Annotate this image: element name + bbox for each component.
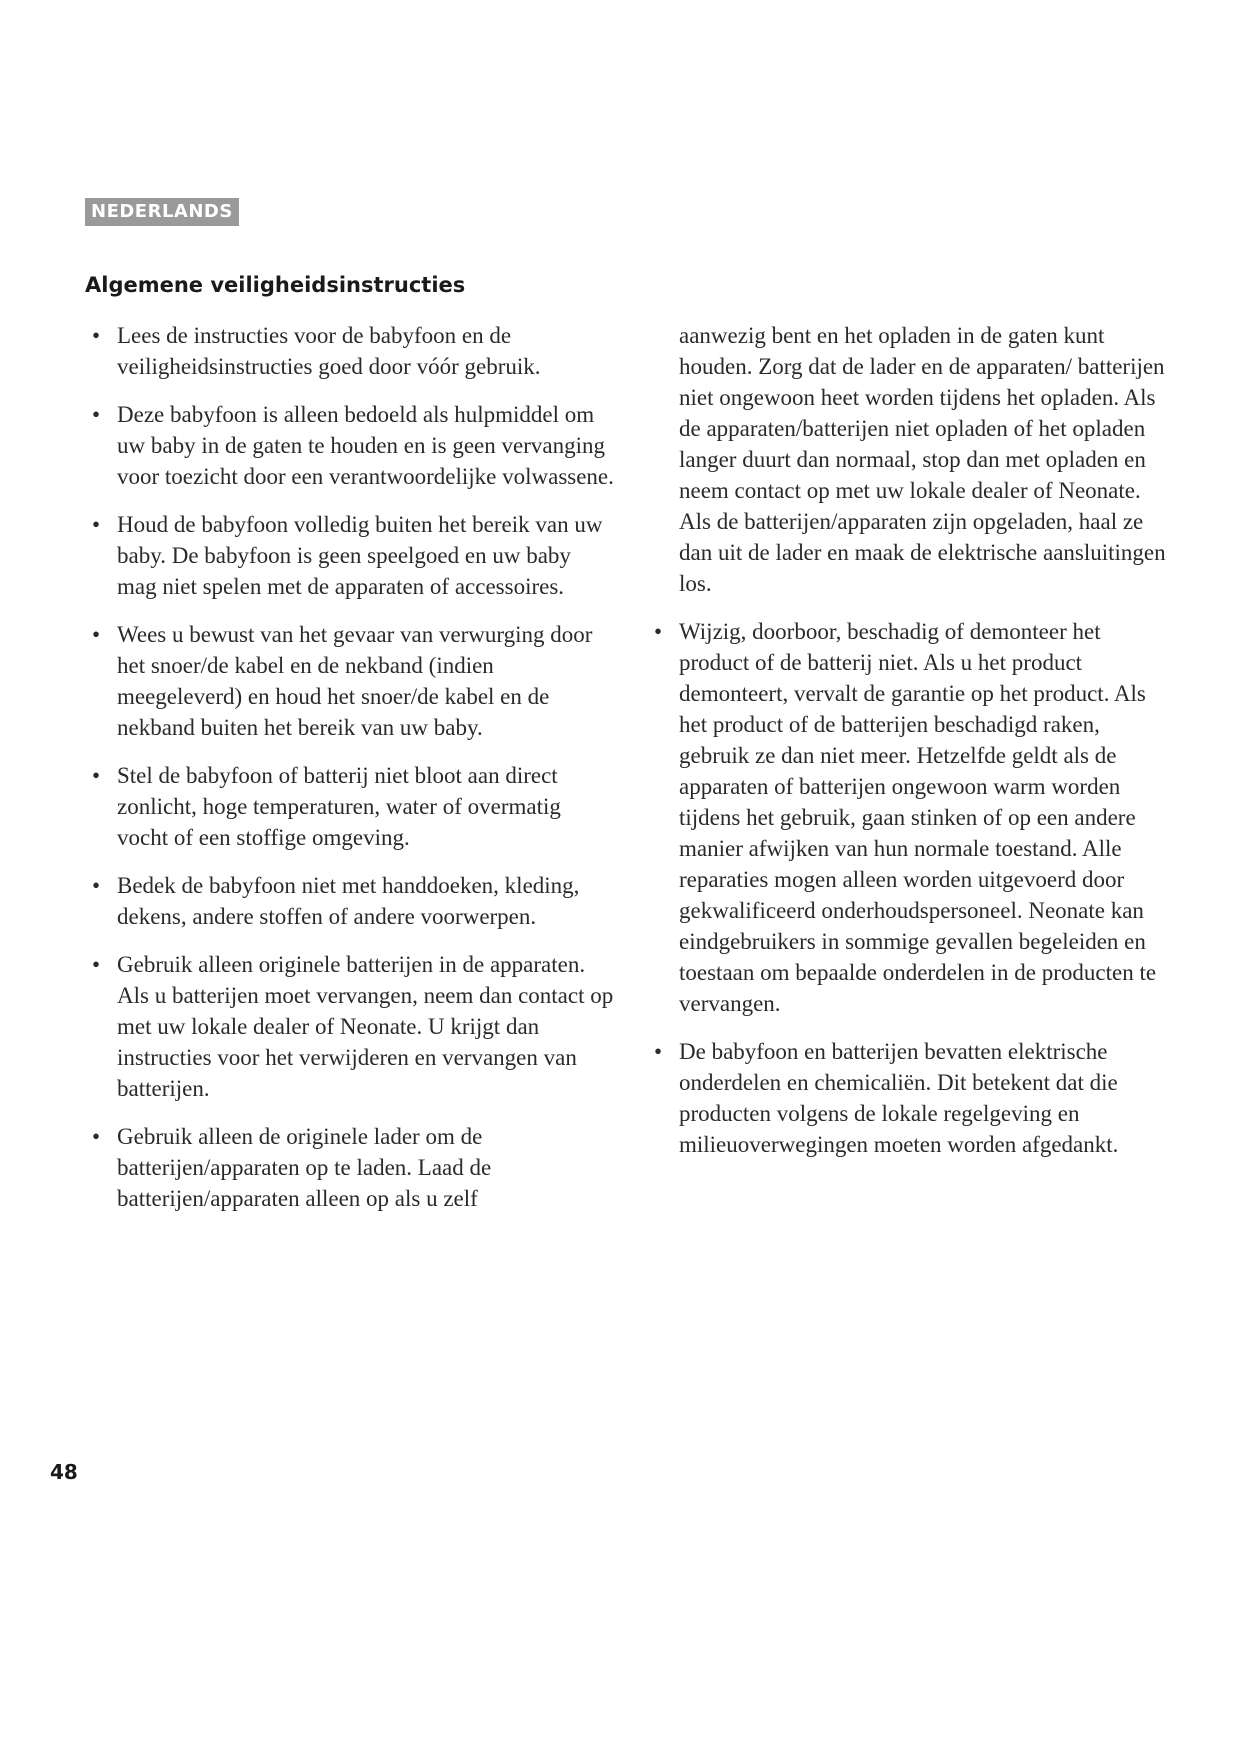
safety-list-right <box>647 320 1167 1160</box>
bullet-icon: • <box>91 873 101 898</box>
list-item: • Houd de babyfoon volledig buiten het bereik van uw baby. De babyfoon is geen speelgoed en uw baby mag niet spelen met de apparaten of accessoires. <box>85 509 615 602</box>
bullet-icon: • <box>91 952 101 977</box>
page-number: 48 <box>50 1460 78 1484</box>
list-item: • Bedek de babyfoon niet met handdoeken, kleding, dekens, andere stoffen of andere voorwerpen. <box>85 870 615 932</box>
list-item: • Wijzig, doorboor, beschadig of demonteer het product of de batterij niet. Als u het product demonteert, vervalt de garantie op het product. Als het product of de batterijen beschadigd raken, gebruik ze dan niet meer. Hetzelfde geldt als de apparaten of batterijen ongewoon warm worden tijdens het gebruik, gaan stinken of op een andere manier afwijken van hun normale toestand. Alle reparaties mogen alleen worden uitgevoerd door gekwalificeerd onderhoudspersoneel. Neonate kan eindgebruikers in sommige gevallen begeleiden en toestaan om bepaalde onderdelen in de producten te vervangen. <box>647 616 1167 1019</box>
list-item: • Wees u bewust van het gevaar van verwurging door het snoer/de kabel en de nekband (indien meegeleverd) en houd het snoer/de kabel en de nekband buiten het bereik van uw baby. <box>85 619 615 743</box>
list-item: • De babyfoon en batterijen bevatten elektrische onderdelen en chemicaliën. Dit betekent dat die producten volgens de lokale regelgeving en milieuoverwegingen moeten worden afgedankt. <box>647 1036 1167 1160</box>
bullet-icon: • <box>91 622 101 647</box>
bullet-icon: • <box>653 619 663 644</box>
right-column <box>647 320 1167 1177</box>
list-item: • Deze babyfoon is alleen bedoeld als hulpmiddel om uw baby in de gaten te houden en is geen vervanging voor toezicht door een verantwoordelijke volwassene. <box>85 399 615 492</box>
section-title: Algemene veiligheidsinstructies <box>85 273 466 297</box>
bullet-icon: • <box>653 1039 663 1064</box>
safety-list-left <box>85 320 615 1214</box>
bullet-icon: • <box>91 512 101 537</box>
language-label: NEDERLANDS <box>85 198 239 226</box>
bullet-icon: • <box>91 1124 101 1149</box>
list-item: • Gebruik alleen de originele lader om de batterijen/apparaten op te laden. Laad de batterijen/apparaten alleen op als u zelf <box>85 1121 615 1214</box>
list-item-continuation: aanwezig bent en het opladen in de gaten kunt houden. Zorg dat de lader en de apparaten/ batterijen niet ongewoon heet worden tijdens het opladen. Als de apparaten/batterijen niet opladen of het opladen langer duurt dan normaal, stop dan met opladen en neem contact op met uw lokale dealer of Neonate. Als de batterijen/apparaten zijn opgeladen, haal ze dan uit de lader en maak de elektrische aansluitingen los. <box>679 323 1166 596</box>
list-item: • Lees de instructies voor de babyfoon en de veiligheidsinstructies goed door vóór gebruik. <box>85 320 615 382</box>
left-column <box>85 320 615 1231</box>
bullet-icon: • <box>91 763 101 788</box>
list-item: • Stel de babyfoon of batterij niet bloot aan direct zonlicht, hoge temperaturen, water of overmatig vocht of een stoffige omgeving. <box>85 760 615 853</box>
bullet-icon: • <box>91 323 101 348</box>
list-item: • Gebruik alleen originele batterijen in de apparaten. Als u batterijen moet vervangen, neem dan contact op met uw lokale dealer of Neonate. U krijgt dan instructies voor het verwijderen en vervangen van batterijen. <box>85 949 615 1104</box>
bullet-icon: • <box>91 402 101 427</box>
